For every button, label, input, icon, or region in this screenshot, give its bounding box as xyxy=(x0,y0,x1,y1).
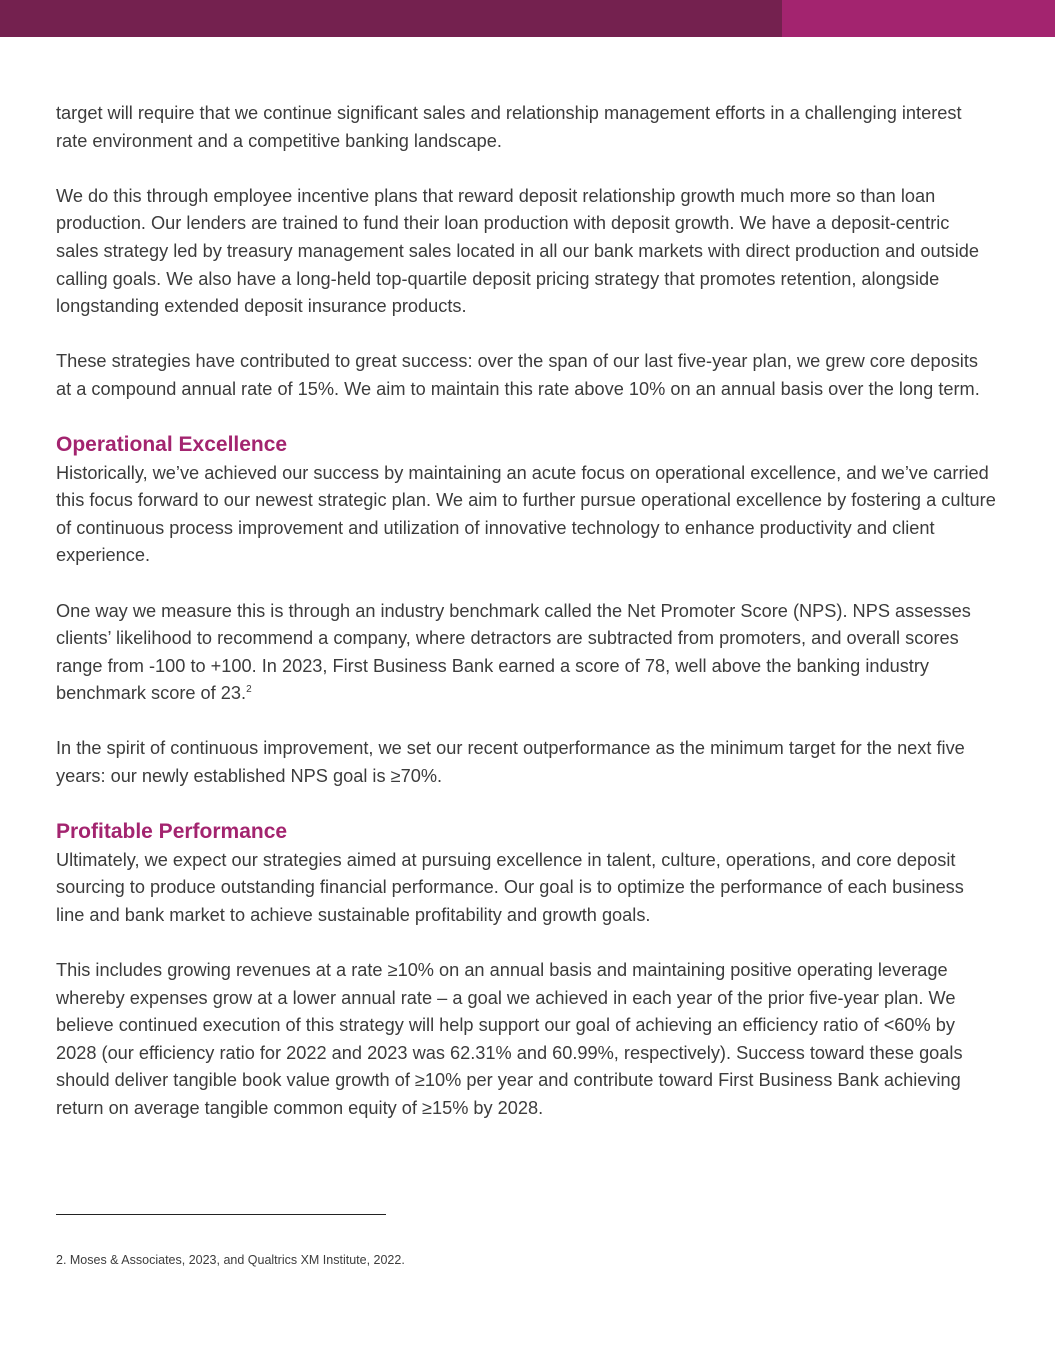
operational-paragraph-1: Historically, we’ve achieved our success by maintaining an acute focus on operational excellence, and we’ve carried this focus forward to our newest strategic plan. We aim to further pursue operational excellence by fostering a culture of continuous process improvement and utilization of innovative technology to enhance productivity and client experience. xyxy=(56,462,996,566)
profitable-paragraph-2: This includes growing revenues at a rate ≥10% on an annual basis and maintaining positive operating leverage whereby expenses grow at a lower annual rate – a goal we achieved in each year of the prior five-year plan. We believe continued execution of this strategy will help support our goal of achieving an efficiency ratio of <60% by 2028 (our efficiency ratio for 2022 and 2023 was 62.31% and 60.99%, respectively). Success toward these goals should deliver tangible book value growth of ≥10% per year and contribute toward First Business Bank achieving return on average tangible common equity of ≥15% by 2028. xyxy=(56,960,963,1118)
footnote-divider xyxy=(56,1214,386,1215)
top-color-band xyxy=(0,0,1055,37)
footnote-text: 2. Moses & Associates, 2023, and Qualtrics XM Institute, 2022. xyxy=(56,1253,405,1267)
page-body xyxy=(56,100,996,1123)
top-band-dark-segment xyxy=(0,0,782,37)
operational-paragraph-3: In the spirit of continuous improvement, we set our recent outperformance as the minimum target for the next five years: our newly established NPS goal is ≥70%. xyxy=(56,738,965,787)
operational-excellence-heading: Operational Excellence xyxy=(56,432,288,456)
profitable-paragraph-1: Ultimately, we expect our strategies aimed at pursuing excellence in talent, culture, operations, and core deposit sourcing to produce outstanding financial performance. Our goal is to optimize the performance of each business line and bank market to achieve sustainable profitability and growth goals. xyxy=(56,849,964,925)
top-band-bright-segment xyxy=(782,0,1055,37)
profitable-performance-heading: Profitable Performance xyxy=(56,819,288,843)
footnote-marker: 2 xyxy=(246,684,252,696)
operational-paragraph-2 xyxy=(56,598,996,708)
intro-paragraph-2: We do this through employee incentive plans that reward deposit relationship growth much more so than loan production. Our lenders are trained to fund their loan production with deposit growth. We have a deposit-centric sales strategy led by treasury management sales located in all our bank markets with direct production and outside calling goals. We also have a long-held top-quartile deposit pricing strategy that promotes retention, alongside longstanding extended deposit insurance products. xyxy=(56,185,979,317)
intro-paragraph-3: These strategies have contributed to great success: over the span of our last five-year plan, we grew core deposits at a compound annual rate of 15%. We aim to maintain this rate above 10% on an annual basis over the long term. xyxy=(56,351,980,399)
operational-paragraph-2-text: One way we measure this is through an industry benchmark called the Net Promoter Score (NPS). NPS assesses clients’ likelihood to recommend a company, where detractors are subtracted from promoters, and overall scores range from -100 to +100. In 2023, First Business Bank earned a score of 78, well above the banking industry benchmark score of 23. xyxy=(56,600,971,704)
intro-paragraph-1: target will require that we continue significant sales and relationship management efforts in a challenging interest rate environment and a competitive banking landscape. xyxy=(56,103,962,151)
